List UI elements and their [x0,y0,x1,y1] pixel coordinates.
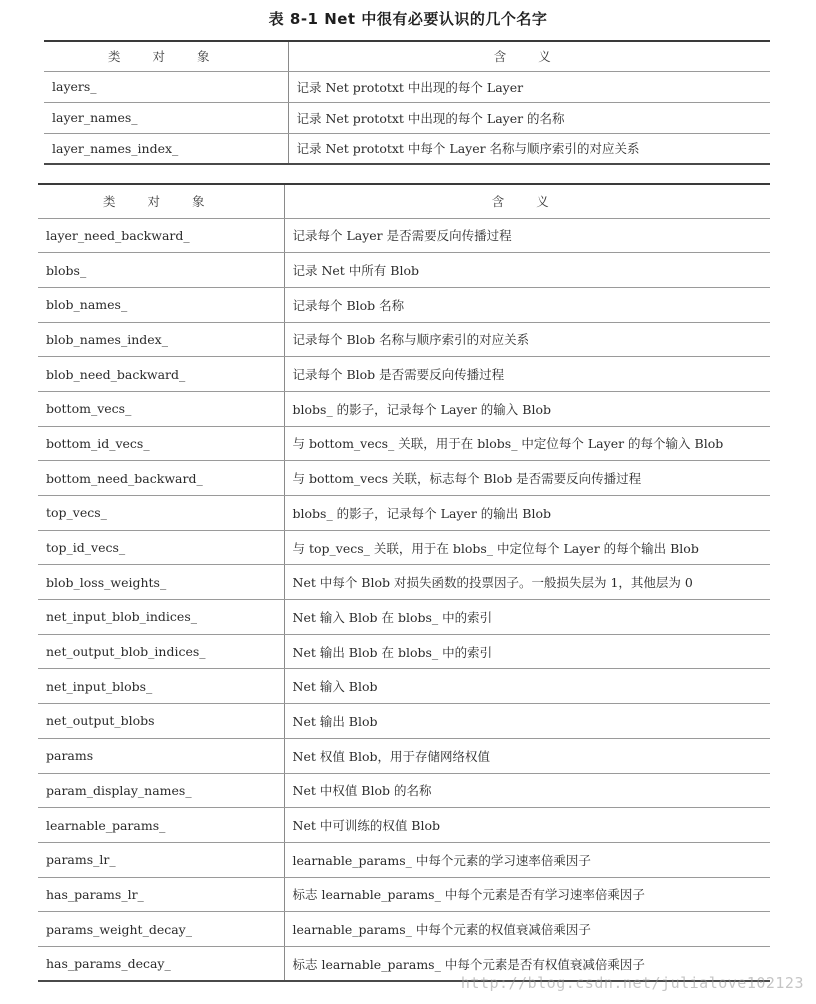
object-name-cell: has_params_lr_ [38,877,284,912]
table-caption: 表 8-1 Net 中很有必要认识的几个名字 [268,10,548,28]
object-name-cell: blob_loss_weights_ [38,565,284,600]
net-names-table-2 [38,183,770,982]
object-name-cell: net_output_blobs [38,704,284,739]
column-header-meaning: 含 义 [288,41,770,71]
table-row [38,565,770,600]
meaning-cell: 记录每个 Layer 是否需要反向传播过程 [284,218,770,253]
object-name-cell: has_params_decay_ [38,946,284,981]
table-row [38,496,770,531]
meaning-cell: blobs_ 的影子，记录每个 Layer 的输出 Blob [284,496,770,531]
object-name-cell: params [38,738,284,773]
meaning-cell: Net 中可训练的权值 Blob [284,808,770,843]
object-name-cell: bottom_vecs_ [38,391,284,426]
meaning-cell: Net 中权值 Blob 的名称 [284,773,770,808]
table-row [44,102,770,133]
object-name-cell: net_input_blobs_ [38,669,284,704]
meaning-cell: Net 权值 Blob，用于存储网络权值 [284,738,770,773]
table-row [38,357,770,392]
net-names-table-1 [44,40,770,165]
table-row [38,426,770,461]
table-row [38,391,770,426]
meaning-cell: Net 输入 Blob [284,669,770,704]
object-name-cell: top_vecs_ [38,496,284,531]
meaning-cell: Net 输出 Blob [284,704,770,739]
object-name-cell: blobs_ [38,253,284,288]
object-name-cell: bottom_id_vecs_ [38,426,284,461]
meaning-cell: 与 top_vecs_ 关联，用于在 blobs_ 中定位每个 Layer 的每个输出 Blob [284,530,770,565]
table-row [38,634,770,669]
object-name-cell: params_lr_ [38,842,284,877]
object-name-cell: net_input_blob_indices_ [38,600,284,635]
meaning-cell: learnable_params_ 中每个元素的权值衰减倍乘因子 [284,912,770,947]
table-row [38,669,770,704]
table-row [38,773,770,808]
column-header-object: 类 对 象 [44,41,288,71]
table-row [38,253,770,288]
table-row [38,912,770,947]
object-name-cell: blob_names_ [38,287,284,322]
table-row [44,133,770,164]
table-row [38,877,770,912]
object-name-cell: top_id_vecs_ [38,530,284,565]
meaning-cell: 记录每个 Blob 是否需要反向传播过程 [284,357,770,392]
watermark-url: http://blog.csdn.net/julialove102123 [460,974,804,992]
column-header-meaning: 含 义 [284,184,770,218]
table-row [38,218,770,253]
meaning-cell: 记录 Net prototxt 中每个 Layer 名称与顺序索引的对应关系 [288,133,770,164]
table-row [38,287,770,322]
meaning-cell: 记录每个 Blob 名称 [284,287,770,322]
table-row [38,600,770,635]
meaning-cell: 记录 Net prototxt 中出现的每个 Layer 的名称 [288,102,770,133]
table-row [38,704,770,739]
meaning-cell: 记录 Net prototxt 中出现的每个 Layer [288,71,770,102]
object-name-cell: blob_names_index_ [38,322,284,357]
object-name-cell: layer_need_backward_ [38,218,284,253]
table-row [44,71,770,102]
meaning-cell: 标志 learnable_params_ 中每个元素是否有权值衰减倍乘因子 [284,946,770,981]
meaning-cell: learnable_params_ 中每个元素的学习速率倍乘因子 [284,842,770,877]
meaning-cell: 记录每个 Blob 名称与顺序索引的对应关系 [284,322,770,357]
table-row [38,530,770,565]
object-name-cell: param_display_names_ [38,773,284,808]
table-row [38,738,770,773]
table-row [38,808,770,843]
table-row [38,322,770,357]
object-name-cell: blob_need_backward_ [38,357,284,392]
meaning-cell: Net 输入 Blob 在 blobs_ 中的索引 [284,600,770,635]
meaning-cell: 与 bottom_vecs_ 关联，用于在 blobs_ 中定位每个 Layer 的每个输入 Blob [284,426,770,461]
object-name-cell: layers_ [44,71,288,102]
object-name-cell: layer_names_ [44,102,288,133]
meaning-cell: 与 bottom_vecs 关联，标志每个 Blob 是否需要反向传播过程 [284,461,770,496]
object-name-cell: net_output_blob_indices_ [38,634,284,669]
meaning-cell: Net 输出 Blob 在 blobs_ 中的索引 [284,634,770,669]
table-row [38,842,770,877]
object-name-cell: learnable_params_ [38,808,284,843]
meaning-cell: Net 中每个 Blob 对损失函数的投票因子。一般损失层为 1，其他层为 0 [284,565,770,600]
table-row [38,461,770,496]
meaning-cell: 记录 Net 中所有 Blob [284,253,770,288]
meaning-cell: 标志 learnable_params_ 中每个元素是否有学习速率倍乘因子 [284,877,770,912]
object-name-cell: params_weight_decay_ [38,912,284,947]
object-name-cell: bottom_need_backward_ [38,461,284,496]
object-name-cell: layer_names_index_ [44,133,288,164]
meaning-cell: blobs_ 的影子，记录每个 Layer 的输入 Blob [284,391,770,426]
column-header-object: 类 对 象 [38,184,284,218]
